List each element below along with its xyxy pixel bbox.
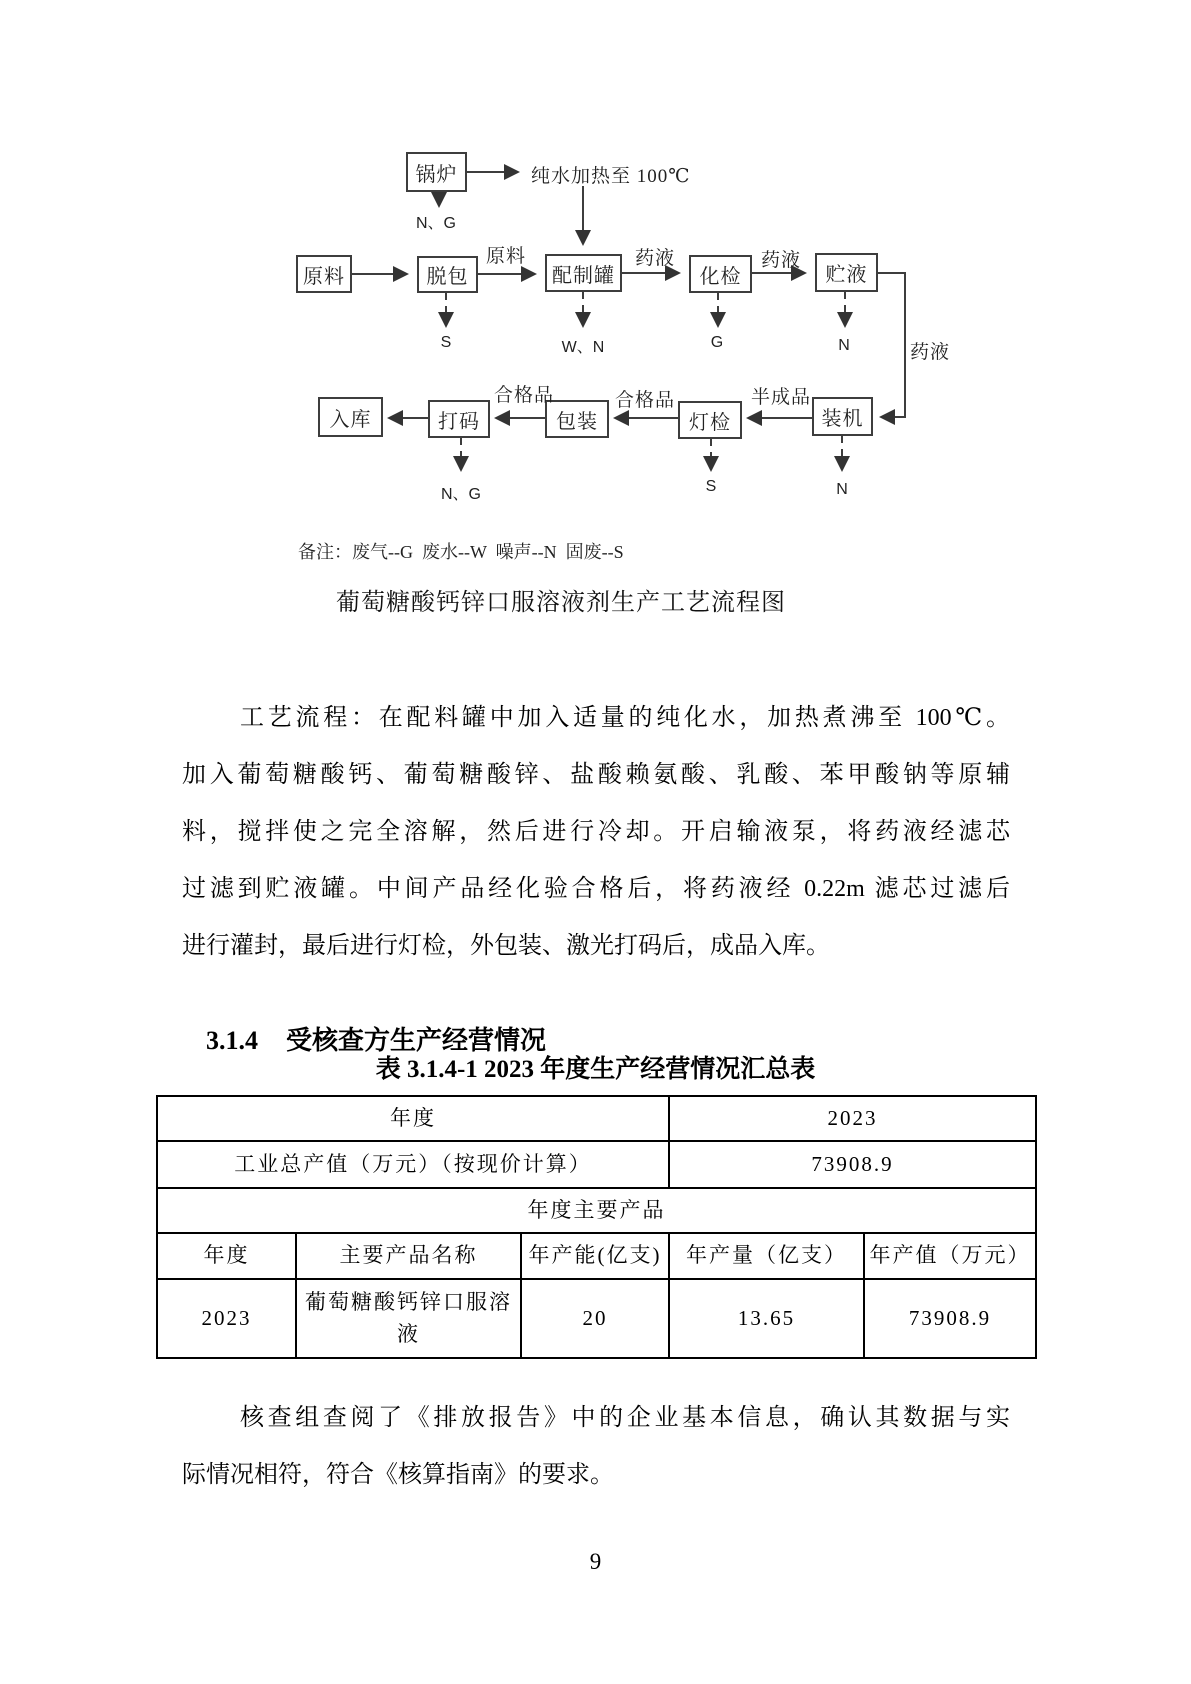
table-row (157, 1096, 1036, 1141)
paragraph-line: 加入葡萄糖酸钙、葡萄糖酸锌、盐酸赖氨酸、乳酸、苯甲酸钠等原辅 (182, 762, 1010, 788)
flow-label-n2: N (836, 481, 848, 498)
flowchart-connectors (0, 0, 1191, 600)
section-title: 受核查方生产经营情况 (286, 1026, 547, 1055)
flow-label-g1: G (710, 334, 724, 351)
production-summary-table (156, 1095, 1037, 1359)
flow-label-liquid1: 药液 (635, 248, 676, 269)
flow-label-qualified2: 合格品 (615, 390, 676, 411)
flow-label-ng1: N、G (415, 215, 456, 232)
verification-paragraph (182, 1390, 1010, 1504)
flow-node-chem-check: 化检 (689, 255, 752, 293)
header-product-name: 主要产品名称 (296, 1233, 521, 1279)
header-year: 年度 (157, 1233, 296, 1279)
flow-node-coding: 打码 (428, 400, 490, 438)
paragraph-line: 料，搅拌使之完全溶解，然后进行冷却。开启输液泵，将药液经滤芯 (182, 819, 1010, 845)
flow-label-s1: S (440, 334, 452, 351)
cell-main-products-header: 年度主要产品 (157, 1188, 1036, 1233)
flow-node-boiler: 锅炉 (406, 152, 467, 192)
flow-label-qualified1: 合格品 (494, 385, 555, 406)
page-number: 9 (589, 1549, 602, 1574)
flow-node-mix-tank: 配制罐 (545, 254, 622, 292)
flowchart-legend-note: 备注：废气--G 废水--W 噪声--N 固废--S (298, 542, 624, 562)
cell-year-value: 2023 (669, 1096, 1036, 1141)
flow-node-warehouse: 入库 (318, 397, 383, 437)
cell-value: 73908.9 (864, 1279, 1036, 1358)
process-description-paragraph (182, 690, 1010, 975)
cell-output-label: 工业总产值（万元）（按现价计算） (157, 1141, 669, 1188)
paragraph-line: 工艺流程：在配料罐中加入适量的纯化水，加热煮沸至 100℃。 (240, 705, 1010, 731)
section-number: 3.1.4 (206, 1026, 258, 1055)
flow-label-heat: 纯水加热至 100℃ (531, 166, 691, 187)
paragraph-line: 过滤到贮液罐。中间产品经化验合格后，将药液经 0.22m 滤芯过滤后 (182, 876, 1010, 902)
table-header-row (157, 1233, 1036, 1279)
flow-label-n1: N (838, 337, 850, 354)
header-volume: 年产量（亿支） (669, 1233, 864, 1279)
table-row (157, 1141, 1036, 1188)
flow-label-s2: S (705, 478, 717, 495)
cell-output-value: 73908.9 (669, 1141, 1036, 1188)
flow-label-raw-edge: 原料 (486, 246, 527, 267)
flow-node-unpack: 脱包 (417, 256, 478, 293)
paragraph-line: 核查组查阅了《排放报告》中的企业基本信息，确认其数据与实 (240, 1405, 1010, 1431)
table-data-row (157, 1279, 1036, 1358)
flow-node-filling: 装机 (812, 397, 873, 436)
flow-label-semi-product: 半成品 (751, 387, 812, 408)
cell-year-label: 年度 (157, 1096, 669, 1141)
cell-capacity: 20 (521, 1279, 669, 1358)
header-capacity: 年产能(亿支) (521, 1233, 669, 1279)
flow-node-packing: 包装 (545, 400, 609, 438)
flowchart-caption: 葡萄糖酸钙锌口服溶液剂生产工艺流程图 (336, 590, 786, 616)
table-title: 表 3.1.4-1 2023 年度生产经营情况汇总表 (375, 1056, 816, 1083)
cell-product-name: 葡萄糖酸钙锌口服溶液 (296, 1279, 521, 1358)
table-row (157, 1188, 1036, 1233)
flow-label-wn: W、N (561, 339, 605, 356)
cell-year: 2023 (157, 1279, 296, 1358)
flow-node-raw-material: 原料 (296, 255, 352, 293)
flow-label-ng2: N、G (440, 486, 481, 503)
cell-volume: 13.65 (669, 1279, 864, 1358)
flow-node-storage: 贮液 (815, 253, 878, 292)
flow-label-liquid2: 药液 (761, 250, 802, 271)
paragraph-line: 进行灌封，最后进行灯检，外包装、激光打码后，成品入库。 (182, 933, 830, 959)
flow-label-liquid3: 药液 (910, 342, 951, 363)
header-value: 年产值（万元） (864, 1233, 1036, 1279)
flow-node-light-check: 灯检 (678, 401, 742, 439)
paragraph-line: 际情况相符，符合《核算指南》的要求。 (182, 1462, 614, 1488)
